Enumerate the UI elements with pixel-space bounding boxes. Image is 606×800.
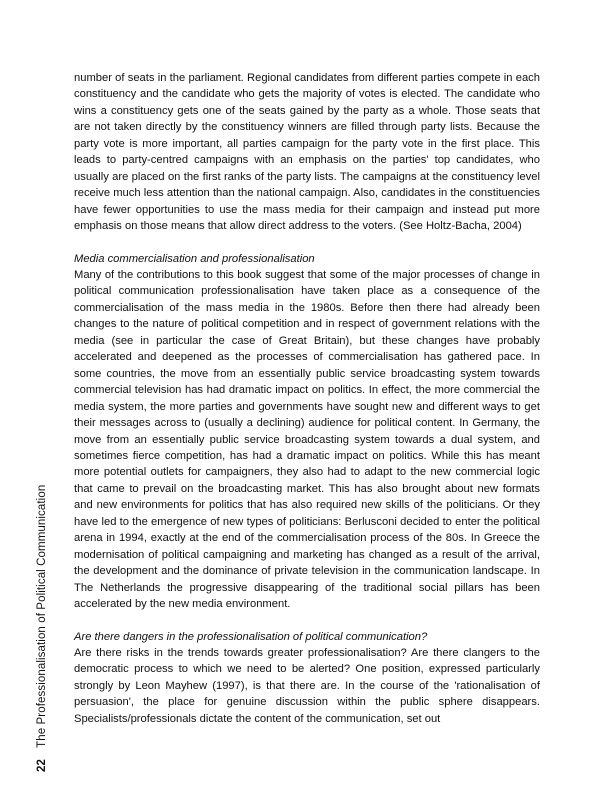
body-paragraph: Are there risks in the trends towards greater professionalisation? Are there clangers to the democratic process to which we need to be alerted? One position, expressed particularly strongly by Leon Mayhew (1997), is that there are. In the course of the 'rationalisation of persuasion', the place for genuine discussion within the public sphere disappears. Specialists/professionals dictate the content of the communication, set out	[74, 646, 540, 725]
page-number: 22	[36, 759, 48, 772]
body-paragraph: number of seats in the parliament. Regional candidates from different parties compete in each constituency and the candidate who gets the majority of votes is elected. The candidate who wins a constituency gets one of the seats gained by the party as a whole. Those seats that are not taken directly by the constituency winners are filled through party lists. Because the party vote is more important, all parties campaign for the party vote in the first place. This leads to party-centred campaigns with an emphasis on the parties' top candidates, who usually are placed on the first ranks of the party lists. The campaigns at the constituency level receive much less attention than the national campaign. Also, candidates in the constituencies have fewer opportunities to use the mass media for their campaign and instead put more emphasis on those means that allow direct address to the voters. (See Holtz-Bacha, 2004)	[74, 72, 540, 233]
running-footer	[36, 485, 48, 772]
section-heading: Media commercialisation and professionalisation	[74, 252, 315, 265]
main-text	[74, 70, 540, 727]
section-heading: Are there dangers in the professionalisation of political communication?	[74, 630, 428, 643]
book-title: The Professionalisation of Political Communication	[36, 484, 48, 748]
body-paragraph: Many of the contributions to this book suggest that some of the major processes of change in political communication professionalisation have taken place as a consequence of the commercialisation of the mass media in the 1980s. Before then there had already been changes to the nature of political competition and in respect of government relations with the media (see in particular the case of Great Britain), but these changes have probably accelerated and deepened as the processes of commercialisation has gathered pace. In some countries, the move from an essentially public service broadcasting system towards commercial television has had dramatic impact on politics. In effect, the more commercial the media system, the more parties and governments have sought new and different ways to get their messages across to (usually a declining) audience for political content. In Germany, the move from an essentially public service broadcasting system towards a dual system, and sometimes fierce competition, has had a dramatic impact on politics. While this has meant more potential outlets for campaigners, they also had to adapt to the new commercial logic that came to prevail on the broadcasting market. This has also brought about new formats and new environments for politics that has also required new skills of the politicians. Or they have led to the emergence of new types of politicians: Berlusconi decided to enter the political arena in 1994, exactly at the end of the commercialisation process of the 80s. In Greece the modernisation of political campaigning and marketing has changed as a result of the arrival, the development and the dominance of private television in the communication landscape. In The Netherlands the progressive disappearing of the traditional social pillars has been accelerated by the new media environment.	[74, 268, 540, 611]
